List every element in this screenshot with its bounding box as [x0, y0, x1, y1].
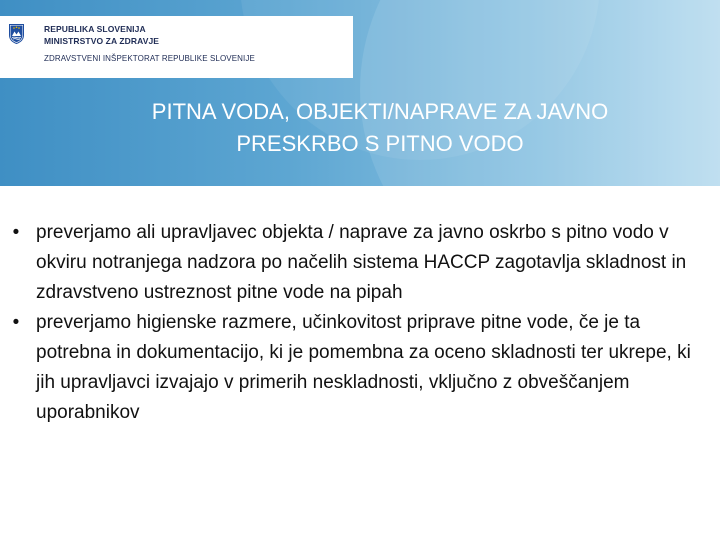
slovenia-crest-icon	[9, 24, 24, 44]
bullet-marker: •	[12, 222, 20, 243]
logo-ministry-text: MINISTRSTVO ZA ZDRAVJE	[44, 36, 160, 46]
bullet-text: preverjamo ali upravljavec objekta / naprave za javno oskrbo s pitno vodo v okviru notranjega nadzora po načelih sistema HACCP zagotavlja skladnost in zdravstveno ustreznost pitne vode na pipah	[36, 222, 687, 303]
slide-title	[40, 96, 720, 160]
bullet-marker: •	[12, 312, 20, 333]
logo-inspectorate-text: ZDRAVSTVENI INŠPEKTORAT REPUBLIKE SLOVENIJE	[44, 54, 255, 63]
ministry-logo	[0, 16, 353, 78]
bullet-item	[6, 308, 706, 428]
slide-title-line-1: PITNA VODA, OBJEKTI/NAPRAVE ZA JAVNO	[151, 99, 609, 124]
logo-republic-text: REPUBLIKA SLOVENIJA	[44, 24, 146, 34]
bullet-list	[6, 218, 706, 428]
title-banner	[0, 0, 720, 186]
slide-title-line-2: PRESKRBO S PITNO VODO	[236, 131, 524, 156]
bullet-item	[6, 218, 706, 308]
bullet-text: preverjamo higienske razmere, učinkovitost priprave pitne vode, če je ta potrebna in dokumentacijo, ki je pomembna za oceno skladnosti ter ukrepe, ki jih upravljavci izvajajo v primerih neskladnosti, vključno z obveščanjem uporabnikov	[36, 312, 691, 423]
